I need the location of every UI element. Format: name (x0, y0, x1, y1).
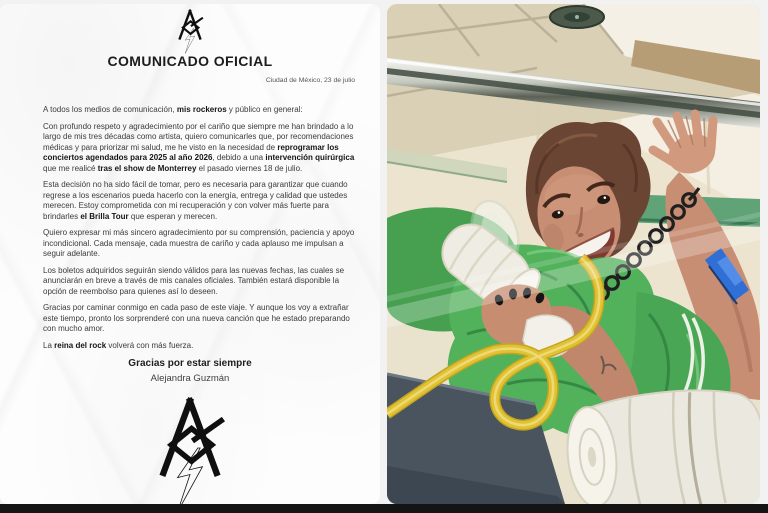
statement-body (43, 105, 358, 357)
salutation: A todos los medios de comunicación, mis rockeros y público en general: (43, 105, 303, 114)
paragraph-2: Esta decisión no ha sido fácil de tomar, pero es necesaria para garantizar que cuando regrese a los escenarios pueda hacerlo con la energía, entrega y calidad que ustedes merecen. Estoy comprometida con mi recuperación y con volver más fuerte para brindarles el Brilla Tour que esperan y merecen. (43, 180, 348, 221)
signature-name: Alejandra Guzmán (150, 373, 230, 384)
ceiling-vent (550, 6, 604, 28)
page-title: COMUNICADO OFICIAL (107, 53, 273, 69)
paragraph-1: Con profundo respeto y agradecimiento por el cariño que siempre me han brindado a lo largo de mis tres décadas como artista, quiero comunicarles que, por recomendaciones médicas y para priorizar mi salud, me he visto en la necesidad de reprogramar los conciertos agendados para 2025 al año 2026, debido a una intervención quirúrgica que me realicé tras el show de Monterrey el pasado viernes 18 de julio. (43, 121, 355, 173)
hospital-photo (387, 4, 760, 504)
press-release-panel (0, 4, 380, 504)
paragraph-3: Quiero expresar mi más sincero agradecimiento por su comprensión, paciencia y apoyo incondicional. Cada mensaje, cada muestra de cariño y cada aplauso me impulsan a seguir adelante. (43, 228, 355, 258)
paragraph-4: Los boletos adquiridos seguirán siendo válidos para las nuevas fechas, las cuales se anunciarán en breve a través de mis canales oficiales. También estará disponible la opción de reembolso para quienes así lo deseen. (43, 265, 345, 296)
bottom-letterbox-bar (0, 504, 768, 513)
closing-line: La reina del rock volverá con más fuerza. (43, 340, 194, 350)
signoff-line: Gracias por estar siempre (128, 358, 252, 369)
paragraph-5: Gracias por caminar conmigo en cada paso de este viaje. Y aunque los voy a extrañar este tiempo, pronto los sorprenderé con una nueva canción que he estado preparando con mucho amor. (43, 303, 350, 333)
ag-monogram-icon (175, 9, 205, 54)
ag-monogram-large-icon (151, 396, 229, 504)
dateline: Ciudad de México, 23 de julio (265, 77, 355, 84)
